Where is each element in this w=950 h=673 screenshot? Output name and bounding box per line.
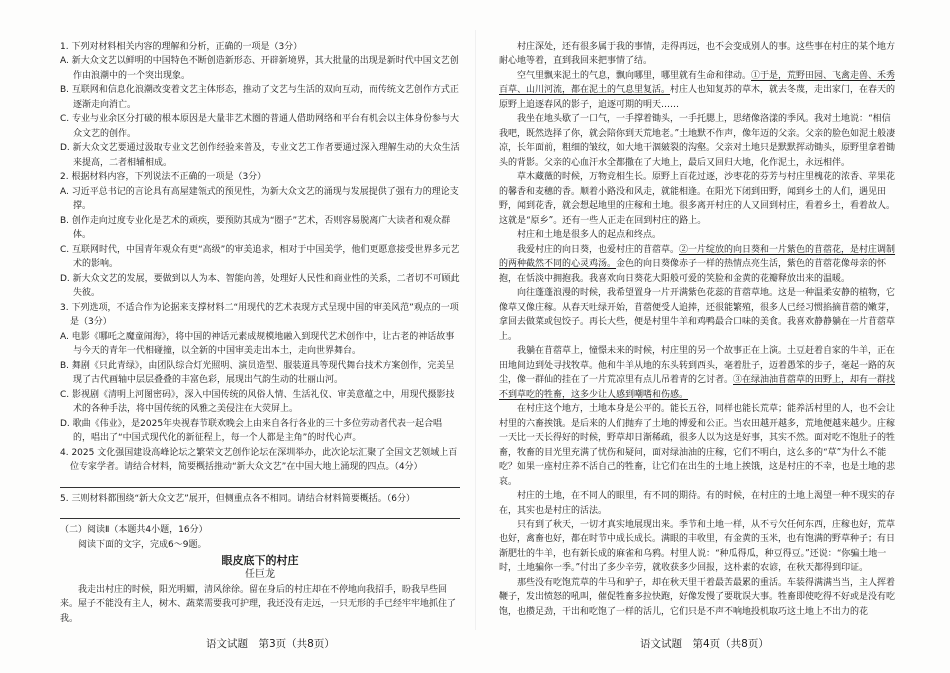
- reading-instruction: 阅读下面的文字，完成6～9题。: [78, 539, 207, 550]
- text-span: 村庄人也知复苏的草木，就去冬蔑，走出家门，在春天的原野上追逐春风的影子，追逐可期的明天……: [499, 85, 896, 110]
- q1-option-c: C. 专业与业余区分打破的根本原因是大量非艺术圈的普通人借助网络和平台有机会以主体身份参与大众文艺的创作。: [60, 114, 460, 139]
- q3-option-d: D. 歌曲《伟业》，是2025年央视春节联欢晚会上由来自各行各业的三十多位劳动者代表一起合唱的，唱出了“中国式现代化的新征程上，每一个人都是主角”的时代心声。: [60, 418, 443, 444]
- q2-option-d: D. 新大众文艺的发展，要做到以人为本、智能向善，处理好人民性和商业性的关系，二者切不可顾此失彼。: [60, 273, 460, 299]
- story-paragraph: 村庄的土地，在不同人的眼里，有不同的期待。有的时候，在村庄的土地上渴望一种不现实的存在，其实也是村庄的活法。: [499, 491, 896, 516]
- story-paragraph: 我坐在地头歇了一口气，一手撑着锄头，一手托腮上，思绪像洛漾的季风。我对土地说：“相信我吧，既然选择了你，就会陪你到天荒地老。”土地默不作声，像年迈的父亲。父亲的脸色如泥土般凄凉，长年面前，粗细的皱纹，如大地干涸皴裂的沟壑。父亲对土地只是默默挥动锄头，原野里拿着锄头的背影。父亲的心血汗水全都撒在了大地上，最后又回归大地，化作泥土，永远相伴。: [499, 114, 896, 168]
- q1-stem: 1. 下列对材料相关内容的理解和分析，正确的一项是（3分）: [60, 42, 303, 52]
- story-paragraph: 我走出村庄的时候，阳光明媚，清风徐徐。留在身后的村庄却在不停地向我招手，盼我早些回来。屋子不能没有主人，树木、蔬菜需要我可护理，我还没有走远，一只无形的手已经牢牢地抓住了我。: [60, 584, 457, 624]
- story-paragraph: 村庄深处，还有很多属于我的事情，走得再远，也不会变成别人的事。这些事在村庄的某个地方耐心地等着，直到我回来把事情了结。: [499, 42, 896, 67]
- q3-option-c: C. 影视剧《清明上河图密码》，深入中国传统的风俗人情、生活礼仪、审美意蕴之中，用现代摄影技术的各种手法，将中国传统的风雅之美侵注在大荧屏上。: [60, 389, 455, 415]
- underlined-sentence-3: ③在绿油油苜蓿草的田野上，却有一群找不到草吃的牲畜，这多少让人感到嘲嗜和伤感。: [499, 375, 896, 400]
- q1-option-a: A. 新大众文艺以鲜明的中国特色不断创造新形态、开辟新境界，其大批量的出现是新时代中国文艺创作由浪潮中的一个突出现象。: [60, 56, 459, 81]
- q2-option-b: B. 创作走向过度专业化是艺术的顽疾，要预防其成为“圈子”艺术，否则容易脱离广大读者和观众群体。: [60, 215, 451, 241]
- page-footer-3: 语文试题 第3页（共8页）: [206, 638, 335, 650]
- q4-stem: 4. 2025 文化强国建设高峰论坛之繁荣文艺创作论坛在深圳举办，此次论坛汇聚了全国文艺领域上百位专家学者。请结合材料，简要概括推动“新大众文艺”在中国大地上涌现的四点。（4分）: [60, 447, 458, 473]
- text-span: 空气里飘来泥土的气息，飘向哪里，哪里就有生命和律动。: [517, 70, 752, 81]
- story-paragraph: 草木藏薇的时候，万物竞相生长。原野上百花过逐，沙枣花的芬芳与村庄里槐花的浓香、苹果花的馨香和麦穗的香。顺着小路没和风走，就能相逢。在阳光下闭到田野，闻到乡土的人们，遇见田野，闻到花香，就会想起地里的庄稼和土地。很多离开村庄的人又回到村庄，看着乡土，看着故人。这就是“原乡”。还有一些人正走在回到村庄的路上。: [499, 172, 896, 226]
- text-span: 金色的向日葵像赤子一样的热情点亮生活，紫色的苜蓿花像母亲的怀抱，在恬淡中拥抱我。我喜欢向日葵花大阳般可爱的笑脸和金黄的花瓣释放出来的温暖。: [499, 259, 887, 284]
- story-paragraph: 向往蓬蓬浪漫的时候，我希望置身一片开满紫色花蕊的苜蓿草地。这是一种温柔安静的植物，它像草又像庄稼。从春天吐绿开始，苜蓿便受人追捧，还很能繁殖，很多人已经习惯掐摘苜蓿的嫩芽，拿回去做菜或包饺子。再长大些，便是村里牛羊和鸡鸭最合口味的美食。我喜欢静静躺在一片苜蓿草上。: [499, 288, 896, 342]
- q2-stem: 2. 根据材料内容，下列说法不正确的一项是（3分）: [60, 172, 267, 183]
- story-paragraph: [499, 344, 896, 402]
- story-paragraph: [499, 243, 896, 286]
- q2-option-c: C. 互联网时代，中国青年观众有更“高级”的审美追求，相对于中国美学，他们更愿意接受世界多元艺术的影响。: [60, 244, 460, 270]
- section-heading: （二）阅读Ⅱ（本题共4小题，16分）: [60, 525, 208, 536]
- underlined-sentence-2: ②一片绽放的向日葵和一片紫色的苜蓿花，是村庄调制的两种截然不同的心灵鸡汤。: [499, 244, 896, 270]
- story-title: 眼皮底下的村庄: [221, 553, 299, 567]
- answer-line[interactable]: [60, 477, 460, 488]
- story-paragraph: 那些没有吃饱荒草的牛马和驴子，却在秋天里干着最苦最累的重活。车装得满满当当，主人挥着鞭子，发出愤怒的吼叫，催促牲畜多拉快跑，好像发慢了要耽误大事。牲畜即使吃得不好或是没有吃饱，也攒足劲，干出和吃饱了一样的活儿，它们只是不声不响地投机取巧这土地上不出力的花: [499, 577, 896, 617]
- story-paragraph: 村庄和土地是很多人的起点和终点。: [517, 230, 662, 241]
- q2-option-a: A. 习近平总书记的言论具有高屋建瓴式的预见性，为新大众文艺的涌现与发展提供了强有力的理论支撑。: [60, 186, 459, 212]
- q1-option-b: B. 互联网和信息化浪潮改变着文艺主体形态，推动了文艺与生活的双向互动，而传统文艺创作方式正逐渐走向消亡。: [60, 85, 459, 110]
- page-footer-4: 语文试题 第4页（共8页）: [640, 638, 769, 650]
- q1-option-d: D. 新大众文艺要通过汲取专业文艺创作经验来普及，专业文艺工作者要通过深入理解生动的大众生活来提高，二者相辅相成。: [60, 143, 460, 168]
- q3-option-b: B. 舞剧《只此青绿》，由团队综合灯光照明、演员造型、服装道具等现代舞台技术方案创作，完美呈现了古代画轴中层层叠叠的丰富色彩，展现出气韵生动的壮丽山河。: [60, 360, 455, 386]
- answer-line[interactable]: [60, 508, 460, 519]
- underlined-sentence-1: ①于是，荒野田园、飞禽走兽、禾秀百草、山川河流，都在泥土的气息里复活。: [499, 70, 896, 96]
- story-paragraph: 在村庄这个地方，土地本身是公平的。能长五谷，同样也能长荒草；能养活村里的人，也不会让村里的六畜挨饿。是后来的人们抛弃了土地的博爱和公正。当农田越开越多，荒地便越来越少。庄稼一天比一天长得好的时候，野草却日渐稀疏，很多人以为这是好事，其实不然。面对吃不饱肚子的牲畜，牧畜的目光里充满了忧伤和疑问，面对绿油油的庄稼，它们不明白，这么多的“草”为什么不能吃？如果一座村庄养不活自己的牲畜，让它们在出生的土地上挨饿，这是村庄的不幸，也是土地的悲哀。: [499, 404, 896, 487]
- text-span: 我爱村庄的向日葵，也爱村庄的苜蓿草。: [517, 244, 680, 255]
- q3-stem: 3. 下列选项，不适合作为论据来支撑材料二“用现代的艺术表现方式呈现中国的审美风范”观点的一项是（3分）: [60, 302, 459, 328]
- q3-option-a: A. 电影《哪吒之魔童闹海》，将中国的神话元素成规模地融入到现代艺术创作中，让古老的神话故事与今天的青年一代相碰撞，以全新的中国审美走出本土，走向世界舞台。: [60, 331, 455, 357]
- q5-stem: 5. 三则材料都围绕“新大众文艺”展开，但侧重点各不相同。请结合材料简要概括。（6分）: [60, 493, 416, 504]
- page-gutter: [475, 30, 476, 630]
- page-4: [499, 40, 896, 619]
- story-paragraph: 只有到了秋天，一切才真实地展现出来。季节和土地一样，从不亏欠任何东西，庄稼也好，荒草也好，禽畜也好，都在时节中成长成长。满眼的丰收里，有金黄的玉米，也有饱满的野草种子；有日渐肥壮的牛羊，也有新长成的麻雀和乌鸦。村里人说：“种瓜得瓜，种豆得豆。”还说：“你骗土地一时，土地骗你一季。”付出了多少辛劳，就收获多少回报，这朴素的农谚，在秋天都得到印证。: [499, 519, 896, 574]
- story-author: 任巨龙: [245, 569, 275, 581]
- page-3: [60, 40, 460, 626]
- story-paragraph: [499, 69, 896, 112]
- text-span: 我躺在苜蓿草上，憧憬未来的时候，村庄里的另一个故事正在上演。土豆赶着自家的牛羊，正在田地间边到处寻找牧草。他和牛羊从地的东头转到西头，毫着肚子，迈着愚笨的步子，毫起一路的灰尘，像一群仙的挂在了一片荒凉里有点儿吊着青的乞讨者。: [499, 346, 896, 386]
